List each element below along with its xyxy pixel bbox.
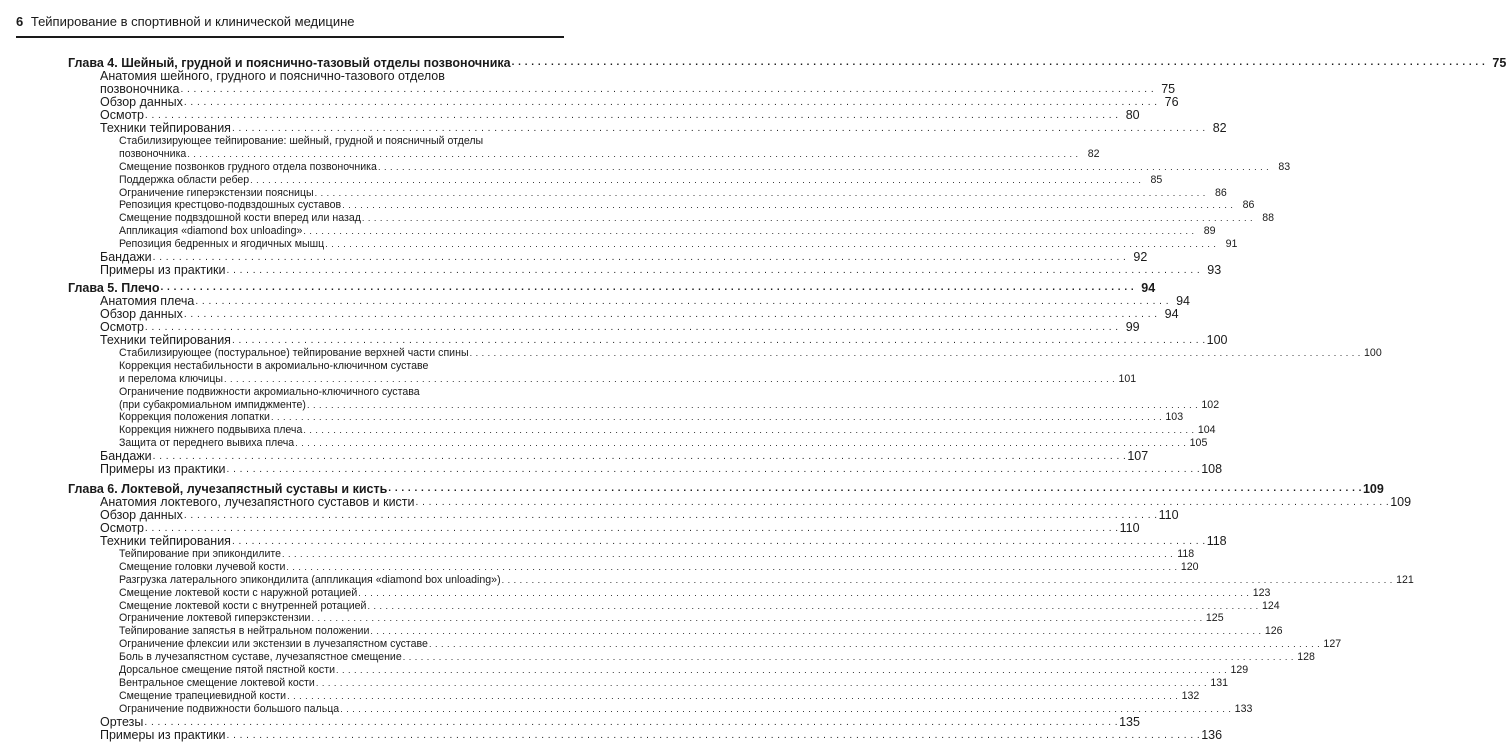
dot-leader [429,638,1320,651]
toc-entry-title: позвоночника [119,147,187,160]
toc-page-number: 124 [1261,599,1280,612]
dot-leader [145,522,1119,535]
dot-leader [282,548,1173,561]
toc-subsection[interactable] [68,586,1271,600]
toc-entry-title: Примеры из практики [100,462,226,477]
toc-section[interactable] [68,727,1223,742]
toc-entry-title: Анатомия плеча [100,294,195,308]
dot-leader [232,122,1206,135]
header-rule [16,36,564,38]
toc-page-number: 94 [1141,281,1156,295]
toc-page-number: 75 [1492,56,1506,70]
dot-leader [416,496,1390,509]
page-number: 6 [16,14,24,29]
toc-page-number: 76 [1164,95,1179,109]
toc-entry-title-line[interactable]: Анатомия шейного, грудного и пояснично-тазового отделов [100,69,445,83]
dot-leader [502,574,1393,587]
toc-page-number: 82 [1087,147,1100,160]
toc-entry-title: Ограничение локтевой гиперэкстензии [119,612,311,625]
toc-entry-title: Обзор данных [100,307,183,321]
toc-entry-title: Смещение локтевой кости с наружной ротацией [119,586,358,599]
toc-entry-title: Бандажи [100,449,152,464]
toc-page-number: 133 [1234,702,1253,715]
toc-entry-title: Смещение головки лучевой кости [119,560,286,573]
chapter-heading[interactable] [68,281,1156,295]
toc-entry-title: Глава 4. Шейный, грудной и пояснично-тазовый отделы позвоночника [68,56,511,70]
dot-leader [271,411,1162,424]
toc-section[interactable] [68,121,1227,135]
toc-page-number: 105 [1189,437,1208,450]
dot-leader [367,600,1258,613]
dot-leader [161,281,1135,295]
toc-entry-title-line[interactable]: Ограничение подвижности акромиально-ключичного сустава [119,385,420,398]
toc-subsection[interactable] [68,676,1228,690]
toc-entry-title: Техники тейпирования [100,333,231,347]
dot-leader [295,437,1186,450]
dot-leader [195,295,1169,308]
toc-entry-title: позвоночника [100,82,180,96]
toc-subsection[interactable] [68,689,1200,703]
dot-leader [227,264,1201,277]
dot-leader [184,96,1158,109]
toc-entry-title: Смещение локтевой кости с внутренней ротацией [119,599,367,612]
toc-chapter [68,56,1506,278]
toc-entry-title: Коррекция положения лопатки [119,411,270,424]
toc-page-number: 86 [1242,199,1255,212]
toc-subsection[interactable] [68,560,1199,574]
toc-subsection[interactable] [68,625,1283,638]
toc-page-number: 93 [1207,263,1222,278]
toc-entry-title: Обзор данных [100,95,183,109]
dot-leader [227,463,1201,476]
toc-page-number: 128 [1297,651,1315,664]
toc-section[interactable] [68,714,1140,729]
toc-entry-title: Бандажи [100,250,152,265]
dot-leader [144,716,1118,729]
running-header [16,14,564,30]
dot-leader [370,625,1261,638]
toc-entry-title: Осмотр [100,521,144,535]
toc-entry-title: Дорсальное смещение пятой пястной кости [119,664,336,676]
toc-page-number: 132 [1181,689,1200,702]
toc-page-number: 126 [1264,625,1283,638]
dot-leader [180,83,1154,96]
toc-page-number: 125 [1205,612,1224,625]
dot-leader [340,703,1231,716]
toc-entry-title: Тейпирование запястья в нейтральном положении [119,625,370,638]
toc-entry-title: Анатомия локтевого, лучезапястного суставов и кисти [100,495,415,509]
toc-entry-title-line[interactable]: Стабилизирующее тейпирование: шейный, грудной и поясничный отделы [119,135,484,147]
toc-entry-title: Репозиция бедренных и ягодичных мышц [119,238,325,251]
toc-entry-title: Примеры из практики [100,727,226,742]
toc-page-number: 100 [1364,346,1382,359]
toc-page-number: 103 [1165,411,1184,424]
toc-page-number: 88 [1262,212,1275,225]
toc-page-number: 121 [1396,573,1414,586]
toc-entry-title: Глава 5. Плечо [68,281,160,295]
toc-subsection[interactable] [68,173,1163,187]
toc-page-number: 127 [1323,638,1342,651]
toc-page-number: 94 [1176,294,1191,308]
toc-page-number: 109 [1390,495,1412,509]
toc-page-number: 82 [1212,121,1227,135]
toc-subsection[interactable] [68,398,1220,412]
dot-leader [187,148,1078,161]
dot-leader [153,251,1127,264]
dot-leader [286,561,1177,574]
dot-leader [287,690,1178,703]
toc-page-number: 110 [1158,508,1179,522]
dot-leader [250,174,1141,187]
toc-subsection[interactable] [68,186,1227,200]
toc-entry-title: Техники тейпирования [100,121,231,135]
toc-entry-title: Коррекция нижнего подвывиха плеча [119,424,303,437]
toc-page-number: 99 [1125,320,1140,334]
dot-leader [325,238,1216,251]
toc-entry-title: Боль в лучезапястном суставе, лучезапястное смещение [119,651,402,664]
dot-leader [358,587,1249,600]
toc-entry-title-line[interactable]: Коррекция нестабильности в акромиально-ключичном суставе [119,359,429,372]
dot-leader [145,321,1119,334]
toc-entry-title: Осмотр [100,320,144,334]
dot-leader [227,729,1201,742]
toc-chapter [68,482,1414,742]
toc-entry-title: и перелома ключицы [119,372,223,385]
dot-leader [403,651,1294,664]
dot-leader [232,535,1206,548]
dot-leader [316,677,1207,690]
dot-leader [336,664,1227,677]
toc-entry-title: Глава 6. Локтевой, лучезапястный суставы и кисть [68,482,388,496]
toc-entry-title: Ограничение подвижности большого пальца [119,702,340,715]
toc-page-number: 110 [1119,521,1140,535]
toc-subsection[interactable] [68,424,1216,437]
dot-leader [311,612,1202,625]
dot-leader [388,482,1362,496]
dot-leader [224,373,1115,386]
dot-leader [153,450,1127,463]
toc-page-number: 80 [1125,108,1140,122]
toc-entry-title: Техники тейпирования [100,534,231,548]
dot-leader [145,109,1119,122]
toc-section[interactable] [68,462,1223,477]
toc-entry-title: Защита от переднего вывиха плеча [119,437,295,450]
toc-page-number: 92 [1133,250,1148,265]
toc-subsection[interactable] [68,664,1249,677]
toc-page-number: 102 [1201,398,1220,411]
toc-entry-title: Тейпирование при эпикондилите [119,547,281,560]
dot-leader [307,399,1198,412]
toc-entry-title: Репозиция крестцово-подвздошных суставов [119,199,342,212]
toc-page-number: 101 [1118,372,1137,385]
running-title: Тейпирование в спортивной и клинической медицине [30,14,355,29]
toc-section[interactable] [68,263,1222,278]
dot-leader [303,424,1194,437]
toc-entry-title: Разгрузка латерального эпикондилита (аппликация «diamond box unloading») [119,573,501,586]
toc-entry-title: Вентральное смещение локтевой кости [119,676,315,689]
toc-subsection[interactable] [68,147,1100,161]
toc-page-number: 131 [1210,676,1228,689]
toc-subsection[interactable] [68,612,1224,625]
dot-leader [184,308,1158,321]
toc-page-number: 89 [1203,225,1216,238]
toc-subsection[interactable] [68,411,1184,424]
toc-page-number: 108 [1201,462,1223,477]
toc-page-number: 83 [1278,160,1291,173]
toc-page-number: 75 [1161,82,1176,96]
dot-leader [303,225,1194,238]
toc-page-number: 123 [1252,586,1271,599]
dot-leader [315,187,1206,200]
toc-subsection[interactable] [68,160,1291,174]
dot-leader [378,161,1269,174]
toc-entry-title: Смещение трапециевидной кости [119,689,287,702]
toc-page-number: 136 [1201,727,1223,742]
toc-subsection[interactable] [68,547,1195,561]
toc-subsection[interactable] [68,372,1137,386]
toc-page-number: 104 [1197,424,1216,437]
toc-entry-title: Осмотр [100,108,144,122]
toc-page-number: 107 [1127,449,1149,464]
toc-subsection[interactable] [68,651,1315,664]
toc-page-number: 94 [1164,307,1179,321]
toc-subsection[interactable] [68,702,1253,716]
toc-entry-title: Смещение позвонков грудного отдела позвоночника [119,160,377,173]
toc-entry-title: Стабилизирующее (постуральное) тейпирование верхней части спины [119,346,469,359]
toc-page-number: 135 [1119,714,1140,729]
toc-entry-title: Смещение подвздошной кости вперед или назад [119,212,361,225]
toc-subsection[interactable] [68,225,1216,238]
toc-subsection[interactable] [68,346,1382,360]
chapter-heading[interactable] [68,482,1384,496]
toc-subsection[interactable] [68,212,1275,225]
toc-section[interactable] [68,534,1227,548]
toc-subsection[interactable] [68,573,1414,587]
toc-subsection[interactable] [68,599,1280,613]
chapter-heading[interactable] [68,56,1506,70]
toc-entry-title: Примеры из практики [100,263,226,278]
toc-entry-title: Ограничение гиперэкстензии поясницы [119,186,314,199]
toc-entry-title: Аппликация «diamond box unloading» [119,225,303,238]
toc-entry-title: Поддержка области ребер [119,173,250,186]
dot-leader [232,334,1206,347]
dot-leader [362,212,1253,225]
toc-page-number: 86 [1215,186,1227,199]
toc-entry-title: (при субакромиальном импиджменте) [119,398,306,411]
toc-page-number: 109 [1362,482,1384,496]
toc-page-number: 85 [1150,173,1163,186]
toc-subsection[interactable] [68,199,1255,212]
dot-leader [470,347,1361,360]
toc-entry-title: Обзор данных [100,508,183,522]
toc-page-number: 120 [1180,560,1199,573]
toc-page-number: 129 [1230,664,1249,676]
toc-section[interactable] [68,333,1228,347]
toc-page-number: 91 [1225,238,1238,251]
dot-leader [184,509,1158,522]
toc-subsection[interactable] [68,638,1342,651]
toc-page-number: 118 [1206,534,1227,548]
toc-entry-title: Ограничение флексии или экстензии в лучезапястном суставе [119,638,428,651]
toc-page-number: 118 [1177,547,1195,560]
dot-leader [342,199,1233,212]
toc-entry-title: Ортезы [100,714,144,729]
dot-leader [512,56,1486,70]
toc-chapter [68,281,1382,477]
toc-page-number: 100 [1206,333,1228,347]
